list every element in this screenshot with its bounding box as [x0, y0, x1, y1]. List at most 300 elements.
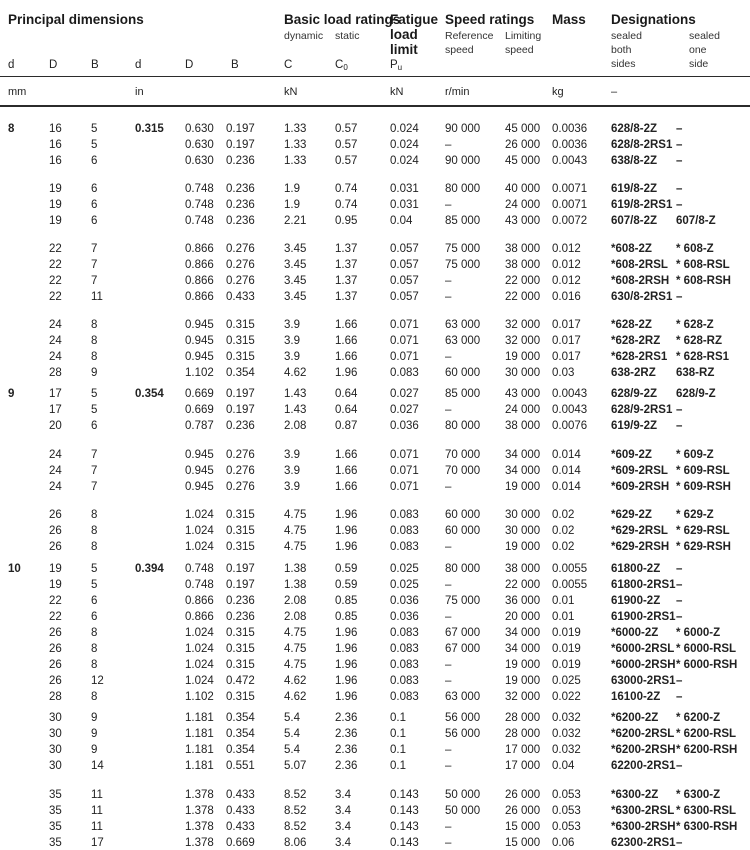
cell-ref-speed: 70 000: [445, 449, 481, 461]
cell-lim-speed: 32 000: [505, 691, 541, 703]
cell-B: 17: [91, 837, 104, 849]
cell-D-in: 0.866: [185, 275, 214, 287]
cell-one-side: * 628-RS1: [676, 351, 730, 363]
cell-d: 9: [8, 388, 15, 400]
header-reference-line1: Reference: [445, 30, 494, 42]
cell-mass: 0.02: [552, 541, 575, 553]
cell-D-in: 1.024: [185, 525, 214, 537]
cell-D: 22: [49, 611, 62, 623]
cell-both-sides: *6200-2RSH: [611, 744, 676, 756]
cell-B-in: 0.236: [226, 183, 255, 195]
cell-mass: 0.022: [552, 691, 581, 703]
cell-D: 24: [49, 319, 62, 331]
cell-ref-speed: –: [445, 579, 452, 591]
cell-D: 19: [49, 579, 62, 591]
cell-C0: 3.4: [335, 837, 351, 849]
cell-C0: 1.37: [335, 243, 358, 255]
symbol-C: C: [284, 59, 293, 71]
cell-B-in: 0.315: [226, 509, 255, 521]
cell-C: 4.62: [284, 691, 307, 703]
cell-both-sides: 16100-2Z: [611, 691, 661, 703]
cell-D: 30: [49, 728, 62, 740]
cell-C0: 1.96: [335, 525, 358, 537]
cell-D: 19: [49, 215, 62, 227]
cell-ref-speed: 75 000: [445, 243, 481, 255]
cell-B: 14: [91, 760, 104, 772]
cell-one-side: * 628-RZ: [676, 335, 723, 347]
cell-D: 17: [49, 404, 62, 416]
cell-C0: 0.74: [335, 199, 358, 211]
cell-B-in: 0.315: [226, 691, 255, 703]
cell-both-sides: *6200-2RSL: [611, 728, 675, 740]
cell-B: 8: [91, 319, 98, 331]
cell-one-side: * 6200-Z: [676, 712, 721, 724]
cell-C: 1.9: [284, 183, 300, 195]
cell-D: 28: [49, 691, 62, 703]
header-fatigue-line2: load: [390, 27, 418, 42]
cell-lim-speed: 34 000: [505, 627, 541, 639]
cell-B-in: 0.236: [226, 155, 255, 167]
cell-mass: 0.017: [552, 335, 581, 347]
cell-C0: 0.59: [335, 563, 358, 575]
cell-one-side: * 609-RSL: [676, 465, 730, 477]
cell-B-in: 0.276: [226, 259, 255, 271]
cell-mass: 0.0043: [552, 388, 588, 400]
cell-B: 5: [91, 139, 98, 151]
cell-mass: 0.053: [552, 821, 581, 833]
cell-C: 4.75: [284, 659, 307, 671]
cell-mass: 0.0071: [552, 199, 588, 211]
cell-one-side: * 608-RSL: [676, 259, 730, 271]
cell-D-in: 0.630: [185, 123, 214, 135]
cell-ref-speed: 50 000: [445, 805, 481, 817]
cell-B: 9: [91, 712, 98, 724]
cell-lim-speed: 20 000: [505, 611, 541, 623]
cell-lim-speed: 38 000: [505, 259, 541, 271]
cell-B: 5: [91, 123, 98, 135]
cell-C: 4.75: [284, 541, 307, 553]
cell-one-side: –: [676, 563, 683, 575]
cell-B: 8: [91, 691, 98, 703]
header-sealed-both-line1: sealed: [611, 30, 642, 42]
cell-lim-speed: 19 000: [505, 659, 541, 671]
cell-D-in: 0.866: [185, 243, 214, 255]
cell-C0: 1.66: [335, 319, 358, 331]
cell-B: 6: [91, 183, 98, 195]
cell-Pu: 0.057: [390, 291, 419, 303]
cell-D: 35: [49, 789, 62, 801]
cell-C0: 3.4: [335, 789, 351, 801]
cell-C0: 1.37: [335, 275, 358, 287]
cell-ref-speed: 63 000: [445, 319, 481, 331]
cell-lim-speed: 32 000: [505, 335, 541, 347]
cell-C: 8.52: [284, 789, 307, 801]
cell-both-sides: 619/8-2Z: [611, 183, 658, 195]
cell-one-side: –: [676, 291, 683, 303]
cell-D: 30: [49, 712, 62, 724]
cell-ref-speed: 70 000: [445, 465, 481, 477]
cell-both-sides: *608-2Z: [611, 243, 652, 255]
cell-both-sides: 61900-2RS1: [611, 611, 676, 623]
cell-both-sides: 630/8-2RS1: [611, 291, 673, 303]
cell-Pu: 0.143: [390, 789, 419, 801]
cell-D: 22: [49, 259, 62, 271]
cell-ref-speed: 60 000: [445, 509, 481, 521]
cell-mass: 0.017: [552, 319, 581, 331]
cell-C: 1.38: [284, 563, 307, 575]
cell-B: 7: [91, 449, 98, 461]
cell-ref-speed: 85 000: [445, 388, 481, 400]
cell-ref-speed: 80 000: [445, 563, 481, 575]
cell-D-in: 0.945: [185, 449, 214, 461]
cell-lim-speed: 32 000: [505, 319, 541, 331]
cell-D: 22: [49, 595, 62, 607]
cell-C0: 2.36: [335, 760, 358, 772]
cell-one-side: * 6300-RSH: [676, 821, 738, 833]
header-designations: Designations: [611, 12, 696, 27]
cell-C0: 0.64: [335, 404, 358, 416]
symbol-Pu: $P_u$: [390, 59, 403, 72]
cell-ref-speed: 80 000: [445, 183, 481, 195]
cell-D-in: 0.748: [185, 199, 214, 211]
cell-ref-speed: 90 000: [445, 123, 481, 135]
cell-one-side: * 629-RSH: [676, 541, 731, 553]
cell-C: 4.62: [284, 675, 307, 687]
cell-mass: 0.012: [552, 275, 581, 287]
cell-both-sides: *628-2RZ: [611, 335, 661, 347]
cell-B: 6: [91, 199, 98, 211]
cell-B: 8: [91, 509, 98, 521]
cell-ref-speed: –: [445, 139, 452, 151]
cell-C0: 2.36: [335, 712, 358, 724]
cell-lim-speed: 28 000: [505, 728, 541, 740]
cell-D: 19: [49, 183, 62, 195]
cell-B-in: 0.276: [226, 449, 255, 461]
cell-one-side: * 6000-Z: [676, 627, 721, 639]
cell-B: 5: [91, 404, 98, 416]
cell-D-in: 0.866: [185, 259, 214, 271]
header-speed-ratings: Speed ratings: [445, 12, 535, 27]
cell-Pu: 0.1: [390, 712, 406, 724]
unit-designation-dash: –: [611, 86, 618, 98]
unit-kn-load: kN: [284, 86, 298, 98]
header-sealed-both-line3: sides: [611, 58, 636, 70]
cell-lim-speed: 36 000: [505, 595, 541, 607]
cell-mass: 0.0055: [552, 579, 588, 591]
cell-B: 6: [91, 215, 98, 227]
cell-lim-speed: 38 000: [505, 420, 541, 432]
cell-Pu: 0.04: [390, 215, 413, 227]
cell-one-side: * 6300-Z: [676, 789, 721, 801]
cell-one-side: * 609-RSH: [676, 481, 731, 493]
cell-B: 6: [91, 611, 98, 623]
cell-D: 30: [49, 744, 62, 756]
cell-D-in: 0.945: [185, 351, 214, 363]
cell-D-in: 0.748: [185, 563, 214, 575]
cell-B-in: 0.197: [226, 563, 255, 575]
cell-C0: 1.66: [335, 449, 358, 461]
cell-Pu: 0.083: [390, 675, 419, 687]
cell-lim-speed: 38 000: [505, 243, 541, 255]
cell-D-in: 1.102: [185, 367, 214, 379]
cell-D-in: 0.866: [185, 611, 214, 623]
cell-B: 5: [91, 563, 98, 575]
cell-both-sides: 638/8-2Z: [611, 155, 658, 167]
cell-C0: 1.66: [335, 481, 358, 493]
header-limiting-line1: Limiting: [505, 30, 542, 42]
cell-D: 30: [49, 760, 62, 772]
cell-B-in: 0.551: [226, 760, 255, 772]
cell-lim-speed: 43 000: [505, 388, 541, 400]
cell-D: 35: [49, 805, 62, 817]
cell-one-side: * 629-Z: [676, 509, 714, 521]
header-sealed-one-line1: sealed: [689, 30, 720, 42]
cell-Pu: 0.083: [390, 627, 419, 639]
cell-ref-speed: –: [445, 199, 452, 211]
cell-D-in: 0.669: [185, 404, 214, 416]
cell-one-side: * 6200-RSL: [676, 728, 737, 740]
cell-both-sides: *629-2RSL: [611, 525, 668, 537]
cell-C: 3.9: [284, 465, 300, 477]
cell-D-in: 0.866: [185, 291, 214, 303]
cell-one-side: –: [676, 404, 683, 416]
cell-one-side: –: [676, 760, 683, 772]
cell-mass: 0.0043: [552, 404, 588, 416]
cell-C0: 0.87: [335, 420, 358, 432]
cell-D: 24: [49, 465, 62, 477]
cell-mass: 0.0076: [552, 420, 588, 432]
cell-D: 22: [49, 243, 62, 255]
cell-both-sides: 61800-2RS1: [611, 579, 676, 591]
cell-mass: 0.01: [552, 611, 575, 623]
cell-mass: 0.019: [552, 659, 581, 671]
cell-mass: 0.025: [552, 675, 581, 687]
cell-one-side: * 6000-RSL: [676, 643, 737, 655]
cell-D: 17: [49, 388, 62, 400]
cell-C: 1.38: [284, 579, 307, 591]
cell-D: 26: [49, 541, 62, 553]
cell-both-sides: *6000-2Z: [611, 627, 659, 639]
cell-Pu: 0.031: [390, 183, 419, 195]
cell-D-in: 0.630: [185, 139, 214, 151]
cell-ref-speed: –: [445, 611, 452, 623]
cell-both-sides: *6200-2Z: [611, 712, 659, 724]
cell-B-in: 0.433: [226, 291, 255, 303]
cell-both-sides: 62300-2RS1: [611, 837, 676, 849]
cell-B-in: 0.354: [226, 744, 255, 756]
cell-B: 11: [91, 805, 103, 817]
cell-one-side: 638-RZ: [676, 367, 715, 379]
cell-C: 3.9: [284, 319, 300, 331]
cell-D-in: 1.181: [185, 760, 214, 772]
cell-C0: 2.36: [335, 728, 358, 740]
cell-C: 4.75: [284, 509, 307, 521]
header-mass: Mass: [552, 12, 586, 27]
cell-D: 26: [49, 659, 62, 671]
cell-D-in: 1.378: [185, 837, 214, 849]
cell-mass: 0.032: [552, 744, 581, 756]
cell-both-sides: *609-2RSL: [611, 465, 668, 477]
cell-ref-speed: 50 000: [445, 789, 481, 801]
cell-lim-speed: 17 000: [505, 744, 541, 756]
cell-lim-speed: 15 000: [505, 837, 541, 849]
cell-one-side: –: [676, 837, 683, 849]
cell-lim-speed: 40 000: [505, 183, 541, 195]
cell-D-in: 1.024: [185, 627, 214, 639]
cell-ref-speed: 90 000: [445, 155, 481, 167]
unit-in: in: [135, 86, 144, 98]
cell-B: 6: [91, 420, 98, 432]
cell-mass: 0.0036: [552, 123, 588, 135]
cell-lim-speed: 26 000: [505, 805, 541, 817]
cell-C0: 1.96: [335, 509, 358, 521]
cell-lim-speed: 28 000: [505, 712, 541, 724]
cell-C: 5.4: [284, 712, 300, 724]
cell-D-in: 1.181: [185, 728, 214, 740]
cell-B-in: 0.276: [226, 465, 255, 477]
cell-C0: 0.95: [335, 215, 358, 227]
cell-C0: 0.57: [335, 139, 358, 151]
cell-B-in: 0.236: [226, 611, 255, 623]
cell-C0: 1.66: [335, 351, 358, 363]
cell-one-side: 607/8-Z: [676, 215, 716, 227]
cell-Pu: 0.027: [390, 388, 419, 400]
cell-C: 2.08: [284, 611, 307, 623]
cell-D-in: 0.630: [185, 155, 214, 167]
cell-Pu: 0.083: [390, 525, 419, 537]
cell-Pu: 0.036: [390, 595, 419, 607]
cell-mass: 0.014: [552, 465, 581, 477]
cell-B: 9: [91, 367, 98, 379]
cell-C: 4.75: [284, 525, 307, 537]
cell-B-in: 0.236: [226, 595, 255, 607]
cell-D: 28: [49, 367, 62, 379]
cell-B: 8: [91, 627, 98, 639]
cell-B: 6: [91, 595, 98, 607]
cell-B-in: 0.315: [226, 659, 255, 671]
cell-Pu: 0.143: [390, 805, 419, 817]
unit-mm: mm: [8, 86, 27, 98]
cell-mass: 0.03: [552, 367, 575, 379]
cell-ref-speed: –: [445, 275, 452, 287]
cell-Pu: 0.024: [390, 123, 419, 135]
cell-ref-speed: –: [445, 541, 452, 553]
cell-d-in: 0.315: [135, 123, 164, 135]
cell-B: 11: [91, 291, 103, 303]
cell-C: 4.75: [284, 643, 307, 655]
cell-lim-speed: 15 000: [505, 821, 541, 833]
cell-B: 7: [91, 275, 98, 287]
cell-D: 26: [49, 525, 62, 537]
cell-lim-speed: 19 000: [505, 481, 541, 493]
cell-C: 3.45: [284, 291, 307, 303]
cell-Pu: 0.083: [390, 367, 419, 379]
cell-C: 5.4: [284, 728, 300, 740]
cell-one-side: –: [676, 675, 683, 687]
cell-D: 20: [49, 420, 62, 432]
cell-mass: 0.01: [552, 595, 575, 607]
cell-C: 2.08: [284, 420, 307, 432]
cell-C: 4.62: [284, 367, 307, 379]
cell-lim-speed: 45 000: [505, 155, 541, 167]
cell-Pu: 0.1: [390, 760, 406, 772]
cell-B-in: 0.197: [226, 404, 255, 416]
cell-Pu: 0.083: [390, 509, 419, 521]
cell-D: 35: [49, 821, 62, 833]
header-sealed-both-line2: both: [611, 44, 632, 56]
cell-one-side: * 6300-RSL: [676, 805, 737, 817]
cell-ref-speed: –: [445, 837, 452, 849]
cell-ref-speed: –: [445, 821, 452, 833]
unit-kn-fatigue: kN: [390, 86, 404, 98]
cell-D: 24: [49, 335, 62, 347]
cell-one-side: * 6000-RSH: [676, 659, 738, 671]
cell-mass: 0.02: [552, 509, 575, 521]
cell-B-in: 0.669: [226, 837, 255, 849]
cell-ref-speed: 56 000: [445, 728, 481, 740]
cell-D: 16: [49, 139, 62, 151]
cell-mass: 0.0072: [552, 215, 588, 227]
cell-D-in: 0.748: [185, 215, 214, 227]
cell-lim-speed: 38 000: [505, 563, 541, 575]
cell-lim-speed: 19 000: [505, 351, 541, 363]
cell-lim-speed: 19 000: [505, 675, 541, 687]
cell-C0: 1.37: [335, 291, 358, 303]
cell-mass: 0.02: [552, 525, 575, 537]
cell-D: 24: [49, 351, 62, 363]
cell-lim-speed: 22 000: [505, 579, 541, 591]
cell-mass: 0.06: [552, 837, 575, 849]
cell-mass: 0.012: [552, 259, 581, 271]
cell-mass: 0.053: [552, 789, 581, 801]
cell-C0: 3.4: [335, 805, 351, 817]
cell-Pu: 0.083: [390, 541, 419, 553]
cell-D-in: 1.378: [185, 805, 214, 817]
cell-lim-speed: 19 000: [505, 541, 541, 553]
cell-mass: 0.019: [552, 643, 581, 655]
cell-C0: 1.96: [335, 691, 358, 703]
cell-B-in: 0.315: [226, 319, 255, 331]
cell-D: 26: [49, 675, 62, 687]
cell-B: 5: [91, 388, 98, 400]
cell-both-sides: *6300-2Z: [611, 789, 659, 801]
cell-lim-speed: 30 000: [505, 509, 541, 521]
symbol-D: D: [49, 59, 58, 71]
header-sealed-one-line3: side: [689, 58, 709, 70]
cell-both-sides: 62200-2RS1: [611, 760, 676, 772]
cell-D-in: 1.024: [185, 675, 214, 687]
cell-mass: 0.012: [552, 243, 581, 255]
cell-C: 1.33: [284, 155, 307, 167]
cell-both-sides: *6300-2RSH: [611, 821, 676, 833]
cell-C: 8.52: [284, 821, 307, 833]
cell-one-side: * 629-RSL: [676, 525, 730, 537]
cell-ref-speed: –: [445, 744, 452, 756]
cell-B-in: 0.315: [226, 335, 255, 347]
cell-Pu: 0.071: [390, 465, 419, 477]
cell-mass: 0.032: [552, 728, 581, 740]
cell-D: 24: [49, 449, 62, 461]
cell-D-in: 0.748: [185, 183, 214, 195]
cell-B: 11: [91, 821, 103, 833]
cell-ref-speed: 60 000: [445, 367, 481, 379]
cell-Pu: 0.083: [390, 643, 419, 655]
cell-C: 5.07: [284, 760, 307, 772]
cell-B: 8: [91, 335, 98, 347]
cell-mass: 0.014: [552, 449, 581, 461]
cell-C0: 2.36: [335, 744, 358, 756]
cell-one-side: –: [676, 611, 683, 623]
